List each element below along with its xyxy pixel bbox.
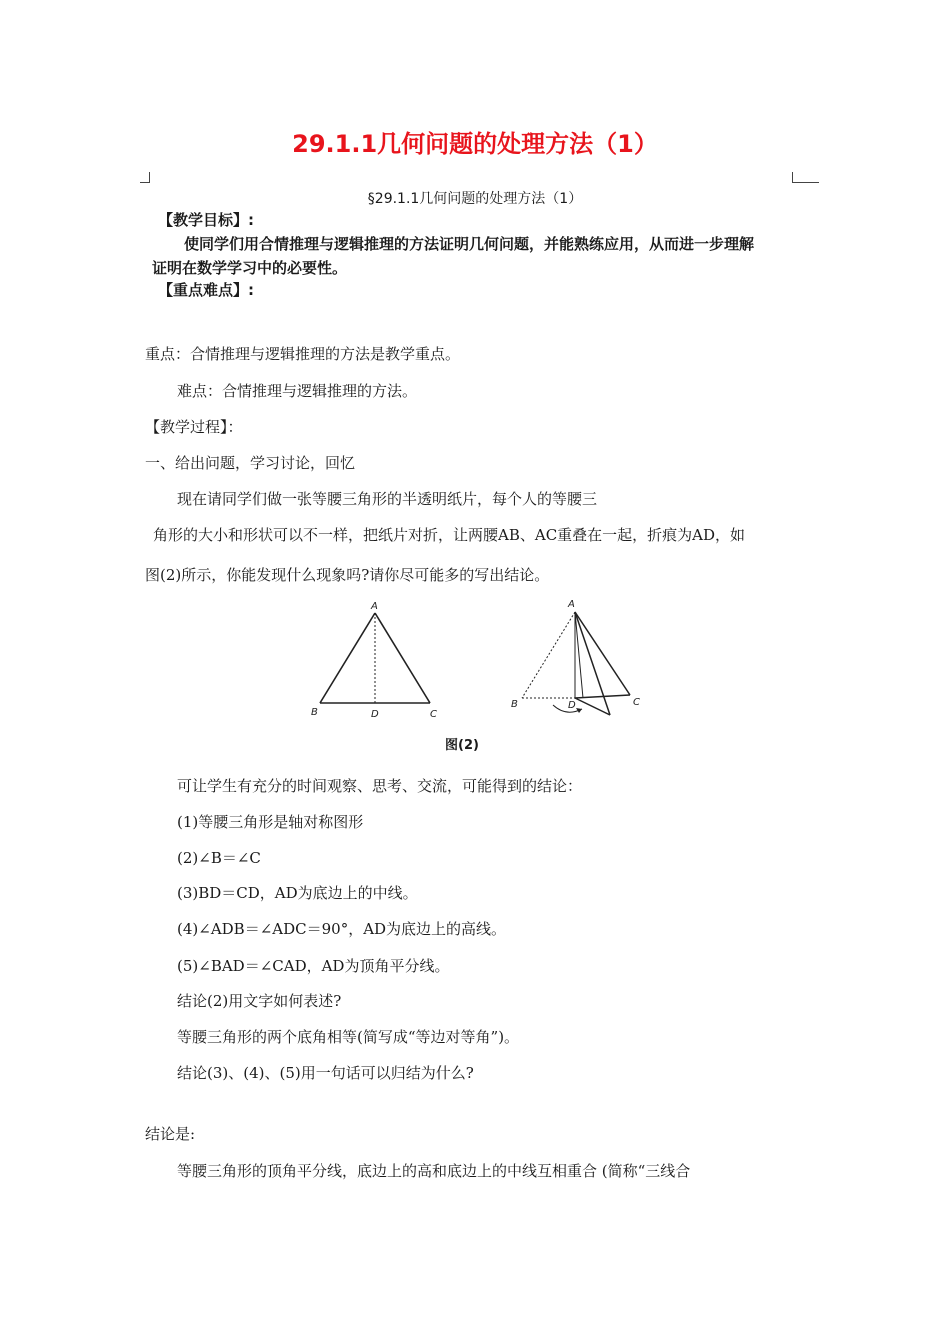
isosceles-triangle [320, 613, 430, 703]
conclusion-item-1: (1)等腰三角形是轴对称图形 [177, 813, 364, 831]
label-d-right: D [568, 700, 576, 711]
conclusion-label: 结论是: [145, 1125, 196, 1143]
conclusion-item-5: (5)∠BAD＝∠CAD，AD为顶角平分线。 [177, 957, 450, 975]
objectives-line-1: 使同学们用合情推理与逻辑推理的方法证明几何问题，并能熟练应用，从而进一步理解 [184, 235, 755, 253]
paragraph-1-line-1: 现在请同学们做一张等腰三角形的半透明纸片，每个人的等腰三 [177, 490, 598, 508]
paragraph-1-line-2: 角形的大小和形状可以不一样，把纸片对折，让两腰AB、AC重叠在一起，折痕为AD，如 [153, 526, 746, 544]
label-c-right: C [633, 697, 640, 708]
question-1: 结论(2)用文字如何表述? [177, 992, 342, 1010]
folded-triangle [522, 612, 630, 715]
keypoints-heading: 【重点难点】: [158, 281, 254, 299]
final-conclusion: 等腰三角形的顶角平分线，底边上的高和底边上的中线互相重合 (简称“三线合 [177, 1162, 691, 1180]
conclusion-item-4: (4)∠ADB＝∠ADC＝90°，AD为底边上的高线。 [177, 920, 507, 938]
figure-2-diagram [300, 595, 660, 730]
section-1-heading: 一、给出问题，学习讨论，回忆 [145, 454, 356, 472]
paragraph-1-line-3: 图(2)所示，你能发现什么现象吗?请你尽可能多的写出结论。 [145, 566, 550, 584]
objectives-heading: 【教学目标】: [158, 211, 254, 229]
label-b-right: B [511, 699, 518, 710]
key-point: 重点：合情推理与逻辑推理的方法是教学重点。 [145, 345, 461, 363]
conclusions-intro: 可让学生有充分的时间观察、思考、交流，可能得到的结论： [177, 777, 583, 795]
corner-mark-left [140, 172, 150, 183]
objectives-line-2: 证明在数学学习中的必要性。 [152, 259, 348, 277]
answer-1: 等腰三角形的两个底角相等(简写成“等边对等角”)。 [177, 1028, 520, 1046]
difficult-point: 难点：合情推理与逻辑推理的方法。 [177, 382, 418, 400]
conclusion-item-2: (2)∠B＝∠C [177, 849, 261, 867]
corner-mark-right [792, 172, 819, 183]
figure-caption: 图(2) [445, 738, 479, 753]
process-heading: 【教学过程】： [145, 418, 243, 436]
label-c-left: C [430, 709, 437, 720]
section-subtitle: §29.1.1几何问题的处理方法（1） [367, 191, 583, 207]
question-2: 结论(3)、(4)、(5)用一句话可以归结为什么? [177, 1064, 474, 1082]
label-a-right: A [568, 599, 575, 610]
label-d-left: D [371, 709, 379, 720]
conclusion-item-3: (3)BD＝CD，AD为底边上的中线。 [177, 884, 418, 902]
page-title: 29.1.1几何问题的处理方法（1） [292, 130, 658, 158]
label-b-left: B [311, 707, 318, 718]
label-a-left: A [371, 601, 378, 612]
